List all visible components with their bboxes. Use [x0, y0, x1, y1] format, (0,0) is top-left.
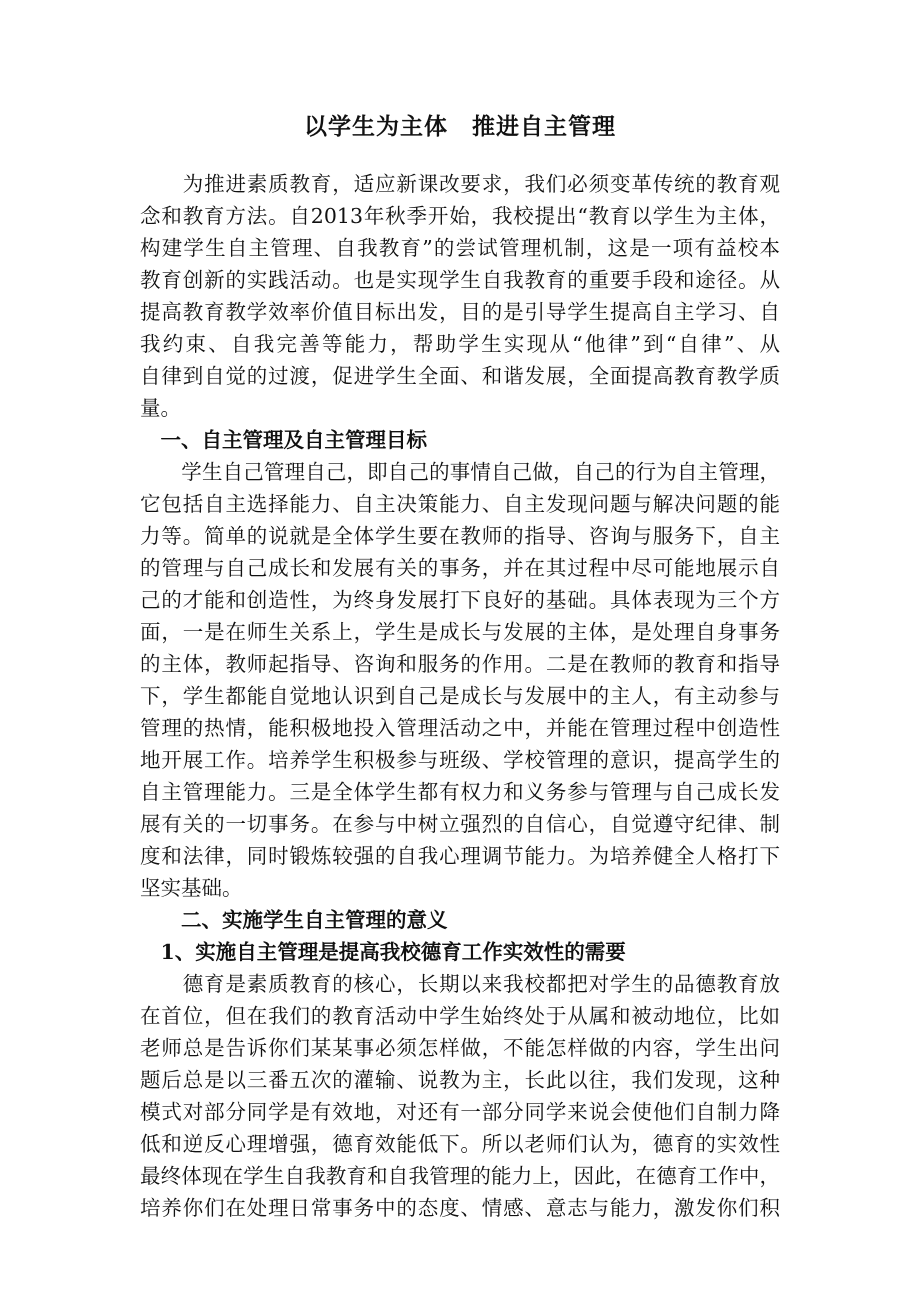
section-heading-2: 二、实施学生自主管理的意义: [140, 908, 448, 932]
subsection-heading-1: 1、实施自主管理是提高我校德育工作实效性的需要: [140, 940, 626, 964]
paragraph-line: 度和法律，同时锻炼较强的自我心理调节能力。为培养健全人格打下: [140, 844, 780, 868]
paragraph-line: 它包括自主选择能力、自主决策能力、自主发现问题与解决问题的能: [140, 492, 780, 516]
section-heading-1: 一、自主管理及自主管理目标: [140, 428, 427, 452]
paragraph-line: 最终体现在学生自我教育和自我管理的能力上，因此，在德育工作中，: [140, 1164, 780, 1188]
paragraph-line: 低和逆反心理增强，德育效能低下。所以老师们认为，德育的实效性: [140, 1132, 780, 1156]
paragraph-line: 模式对部分同学是有效地，对还有一部分同学来说会使他们自制力降: [140, 1100, 780, 1124]
paragraph-line: 为推进素质教育，适应新课改要求，我们必须变革传统的教育观: [140, 172, 780, 196]
paragraph-line: 培养你们在处理日常事务中的态度、情感、意志与能力，激发你们积: [140, 1196, 780, 1220]
paragraph-line: 地开展工作。培养学生积极参与班级、学校管理的意识，提高学生的: [140, 748, 780, 772]
paragraph-line: 管理的热情，能积极地投入管理活动之中，并能在管理过程中创造性: [140, 716, 780, 740]
page-title: 以学生为主体 推进自主管理: [304, 113, 616, 140]
paragraph-line: 教育创新的实践活动。也是实现学生自我教育的重要手段和途径。从: [140, 268, 780, 292]
paragraph-line: 在首位，但在我们的教育活动中学生始终处于从属和被动地位，比如: [140, 1004, 780, 1028]
paragraph-line: 己的才能和创造性，为终身发展打下良好的基础。具体表现为三个方: [140, 588, 780, 612]
paragraph-line: 坚实基础。: [140, 876, 243, 900]
paragraph-line: 自主管理能力。三是全体学生都有权力和义务参与管理与自己成长发: [140, 780, 780, 804]
paragraph-line: 下，学生都能自觉地认识到自己是成长与发展中的主人，有主动参与: [140, 684, 780, 708]
paragraph-line: 力等。简单的说就是全体学生要在教师的指导、咨询与服务下，自主: [140, 524, 780, 548]
paragraph-line: 提高教育教学效率价值目标出发，目的是引导学生提高自主学习、自: [140, 300, 780, 324]
paragraph-line: 构建学生自主管理、自我教育”的尝试管理机制，这是一项有益校本: [140, 236, 780, 260]
paragraph-line: 我约束、自我完善等能力，帮助学生实现从“他律”到“自律”、从: [140, 332, 780, 356]
paragraph-line: 老师总是告诉你们某某事必须怎样做，不能怎样做的内容，学生出问: [140, 1036, 780, 1060]
paragraph-line: 量。: [140, 396, 181, 420]
paragraph-line: 学生自己管理自己，即自己的事情自己做，自己的行为自主管理，: [140, 460, 780, 484]
paragraph-line: 念和教育方法。自2013年秋季开始，我校提出“教育以学生为主体，: [140, 204, 780, 228]
paragraph-line: 展有关的一切事务。在参与中树立强烈的自信心，自觉遵守纪律、制: [140, 812, 780, 836]
paragraph-line: 的管理与自己成长和发展有关的事务，并在其过程中尽可能地展示自: [140, 556, 780, 580]
paragraph-line: 的主体，教师起指导、咨询和服务的作用。二是在教师的教育和指导: [140, 652, 780, 676]
paragraph-line: 题后总是以三番五次的灌输、说教为主，长此以往，我们发现，这种: [140, 1068, 780, 1092]
paragraph-line: 德育是素质教育的核心，长期以来我校都把对学生的品德教育放: [140, 972, 780, 996]
paragraph-line: 面，一是在师生关系上，学生是成长与发展的主体，是处理自身事务: [140, 620, 780, 644]
paragraph-line: 自律到自觉的过渡，促进学生全面、和谐发展，全面提高教育教学质: [140, 364, 780, 388]
